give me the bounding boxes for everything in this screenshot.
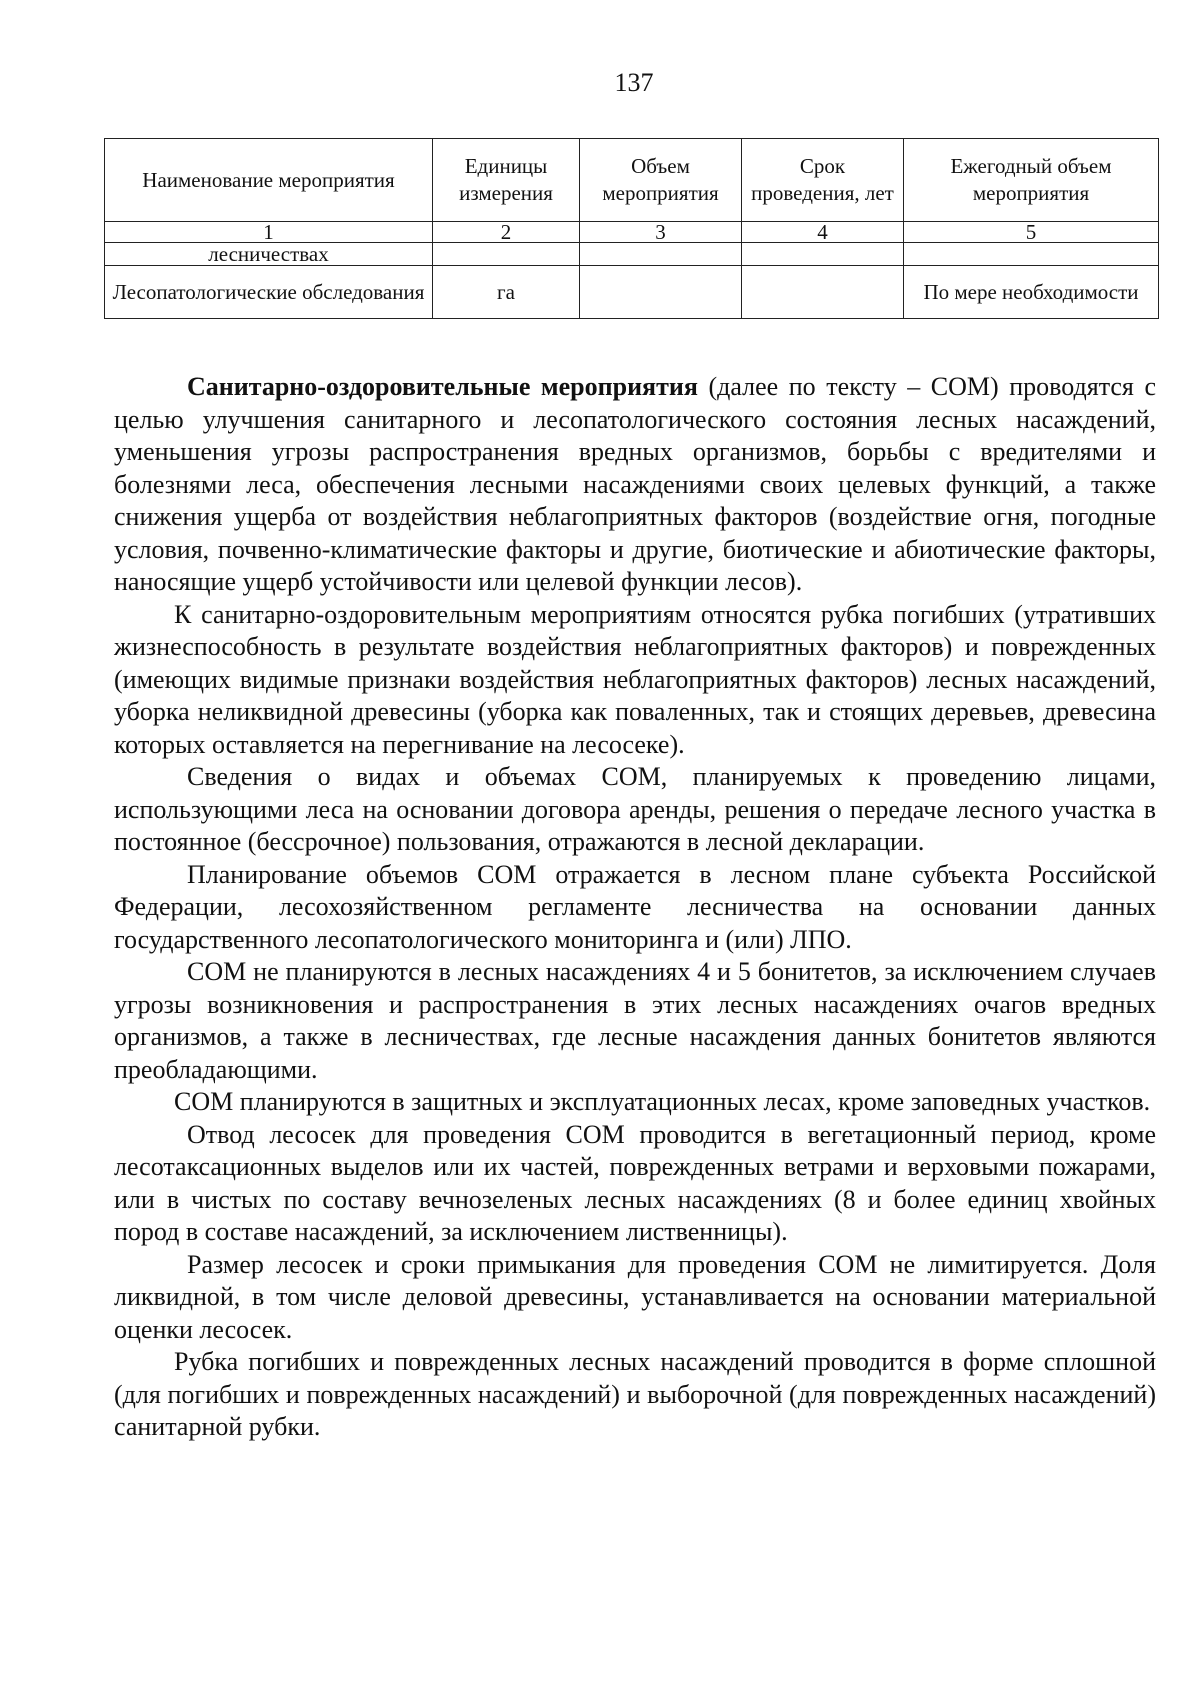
header-cell: Ежегодный объем мероприятия: [904, 139, 1159, 222]
paragraph: Сведения о видах и объемах СОМ, планируемых к проведению лицами, использующими леса на основании договора аренды, решения о передаче лесного участка в постоянное (бессрочное) пользования, отражаются в лесной декларации.: [114, 762, 1156, 856]
table-cell: лесничествах: [105, 243, 433, 266]
table-cell: [433, 243, 580, 266]
table-cell: [904, 243, 1159, 266]
table-header-row: [105, 139, 1159, 222]
table-cell: Лесопатологические обследования: [105, 266, 433, 319]
header-cell: Единицы измерения: [433, 139, 580, 222]
number-cell: 4: [742, 222, 904, 243]
number-cell: 3: [580, 222, 742, 243]
body-text: [114, 371, 1156, 1444]
paragraph: СОМ планируются в защитных и эксплуатационных лесах, кроме заповедных участков.: [174, 1087, 1151, 1116]
table-cell: [580, 243, 742, 266]
paragraph: Рубка погибших и поврежденных лесных насаждений проводится в форме сплошной (для погибших и поврежденных насаждений) и выборочной (для поврежденных насаждений) санитарной рубки.: [114, 1347, 1156, 1441]
measures-table: [104, 138, 1159, 319]
paragraph: Размер лесосек и сроки примыкания для проведения СОМ не лимитируется. Доля ликвидной, в том числе деловой древесины, устанавливается на основании материальной оценки лесосек.: [114, 1249, 1156, 1344]
table-cell: По мере необходимости: [904, 266, 1159, 319]
number-cell: 5: [904, 222, 1159, 243]
table-row: [105, 243, 1159, 266]
table-cell: [580, 266, 742, 319]
table-number-row: [105, 222, 1159, 243]
term-bold: Санитарно-оздоровительные мероприятия: [187, 372, 698, 401]
header-cell: Объем мероприятия: [580, 139, 742, 222]
number-cell: 1: [105, 222, 433, 243]
page-number: 137: [614, 68, 654, 97]
table-cell: га: [433, 266, 580, 319]
paragraph: К санитарно-оздоровительным мероприятиям относятся рубка погибших (утративших жизнеспособность в результате воздействия неблагоприятных факторов) и поврежденных (имеющих видимые признаки воздействия неблагоприятных факторов) лесных насаждений, уборка неликвидной древесины (уборка как поваленных, так и стоящих деревьев, древесина которых оставляется на перегнивание на лесосеке).: [114, 599, 1156, 759]
paragraph: Отвод лесосек для проведения СОМ проводится в вегетационный период, кроме лесотаксационных выделов или их частей, поврежденных ветрами и верховыми пожарами, или в чистых по составу вечнозеленых лесных насаждениях (8 и более единиц хвойных пород в составе насаждений, за исключением лиственницы).: [114, 1119, 1156, 1246]
paragraph-text: (далее по тексту – СОМ) проводятся с целью улучшения санитарного и лесопатологического состояния лесных насаждений, уменьшения угрозы распространения вредных организмов, борьбы с вредителями и болезнями леса, обеспечения лесными насаждениями своих целевых функций, а также снижения ущерба от воздействия неблагоприятных факторов (воздействие огня, погодные условия, почвенно-климатические факторы и другие, биотические и абиотические факторы, наносящие ущерб устойчивости или целевой функции лесов).: [114, 372, 1156, 596]
table-cell: [742, 243, 904, 266]
paragraph: [114, 371, 1156, 599]
header-cell: Срок проведения, лет: [742, 139, 904, 222]
header-cell: Наименование мероприятия: [105, 139, 433, 222]
table-cell: [742, 266, 904, 319]
number-cell: 2: [433, 222, 580, 243]
paragraph: СОМ не планируются в лесных насаждениях 4 и 5 бонитетов, за исключением случаев угрозы возникновения и распространения в этих лесных насаждениях очагов вредных организмов, а также в лесничествах, где лесные насаждения данных бонитетов являются преобладающими.: [114, 957, 1156, 1084]
paragraph: Планирование объемов СОМ отражается в лесном плане субъекта Российской Федерации, лесохозяйственном регламенте лесничества на основании данных государственного лесопатологического мониторинга и (или) ЛПО.: [114, 859, 1156, 954]
table-row: [105, 266, 1159, 319]
